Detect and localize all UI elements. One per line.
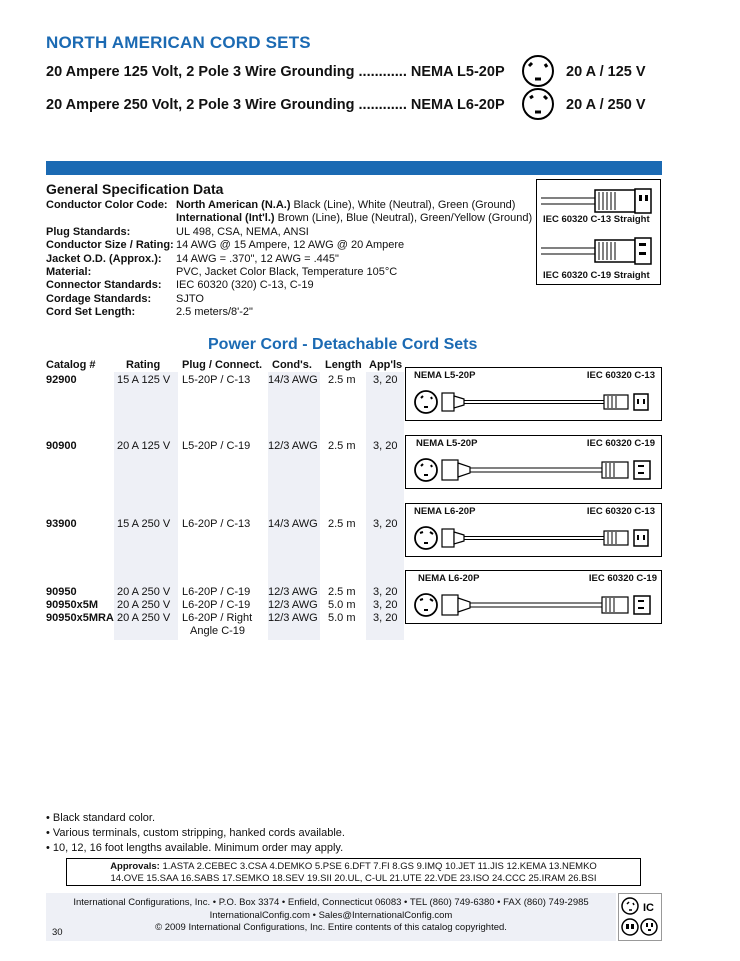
section-divider-bar	[46, 161, 662, 175]
cord-drawing-icon	[406, 585, 660, 623]
cord-connector-label: IEC 60320 C-13	[586, 506, 655, 517]
spec-key: Material:	[46, 266, 92, 278]
spec-value: UL 498, CSA, NEMA, ANSI	[176, 226, 309, 238]
catalog-number: 90950x5MRA	[46, 612, 114, 624]
appls-cell: 3, 20	[373, 599, 398, 611]
catalog-number: 90950x5M	[46, 599, 98, 611]
footer-web: InternationalConfig.com • Sales@InternationalConfig.com	[209, 909, 453, 921]
nema-l6-20p-plug-face-icon	[520, 86, 556, 122]
length-cell: 5.0 m	[328, 612, 356, 624]
note-item: • 10, 12, 16 foot lengths available. Minimum order may apply.	[46, 842, 344, 854]
rating-cell: 20 A 250 V	[117, 599, 171, 611]
cord-drawing-icon	[406, 450, 660, 488]
spec-key: Connector Standards:	[46, 279, 162, 291]
iec-c13-label: IEC 60320 C-13 Straight	[543, 214, 650, 225]
cond-cell: 12/3 AWG	[268, 440, 318, 452]
approvals-line-2: 14.OVE 15.SAA 16.SABS 17.SEMKO 18.SEV 19.SII 20.UL, C-UL 21.UTE 22.VDE 23.ISO 24.CCC 25.IRAM 26.BSI	[110, 873, 597, 884]
rating-line-l5: 20 Ampere 125 Volt, 2 Pole 3 Wire Grounding ............ NEMA L5-20P	[46, 64, 505, 80]
approvals-line-1: Approvals: 1.ASTA 2.CEBEC 3.CSA 4.DEMKO 5.PSE 6.DFT 7.FI 8.GS 9.IMQ 10.JET 11.JIS 12.KEMA 13.NEMKO	[110, 861, 597, 872]
appls-cell: 3, 20	[373, 440, 398, 452]
length-cell: 2.5 m	[328, 440, 356, 452]
cond-cell: 12/3 AWG	[268, 612, 318, 624]
col-header-plug: Plug / Connect.	[182, 359, 263, 371]
page-title: NORTH AMERICAN CORD SETS	[46, 33, 311, 52]
cord-figure-l6-c13	[405, 503, 662, 557]
plug-cell: L6-20P / C-19	[182, 599, 251, 611]
approvals-label: Approvals:	[110, 861, 160, 872]
iec-connector-figure	[536, 179, 661, 285]
appls-cell: 3, 20	[373, 612, 398, 624]
cord-drawing-icon	[406, 518, 660, 556]
footer-address: International Configurations, Inc. • P.O. Box 3374 • Enfield, Connecticut 06083 • TEL (860) 749-6380 • FAX (860) 749-2985	[73, 897, 589, 908]
spec-value: PVC, Jacket Color Black, Temperature 105°C	[176, 266, 398, 278]
cond-cell: 12/3 AWG	[268, 599, 318, 611]
catalog-number: 90950	[46, 586, 77, 598]
spec-key: Plug Standards:	[46, 226, 131, 238]
rating-cell: 15 A 125 V	[117, 374, 171, 386]
iec-connector-drawing-icon	[537, 180, 659, 283]
notes-list	[46, 811, 345, 856]
cord-connector-label: IEC 60320 C-19	[586, 438, 655, 449]
spec-key: Cordage Standards:	[46, 293, 152, 305]
plug-cell: L6-20P / Right	[182, 612, 253, 624]
spec-key: Cord Set Length:	[46, 306, 136, 318]
appls-cell: 3, 20	[373, 518, 398, 530]
appls-cell: 3, 20	[373, 374, 398, 386]
spec-value: IEC 60320 (320) C-13, C-19	[176, 279, 314, 291]
cond-cell: 14/3 AWG	[268, 518, 318, 530]
cond-cell: 14/3 AWG	[268, 374, 318, 386]
col-header-appls: App'ls	[369, 359, 403, 371]
ic-logo-icon	[619, 894, 661, 940]
length-cell: 5.0 m	[328, 599, 356, 611]
spec-value: North American (N.A.) Black (Line), White (Neutral), Green (Ground)	[176, 199, 516, 211]
plug-cell: L6-20P / C-19	[182, 586, 251, 598]
spec-value: 14 AWG = .370", 12 AWG = .445"	[176, 253, 339, 265]
catalog-number: 90900	[46, 440, 77, 452]
footer-copyright: © 2009 International Configurations, Inc. Entire contents of this catalog copyrighted.	[155, 922, 507, 933]
iec-c19-label: IEC 60320 C-19 Straight	[543, 270, 650, 281]
nema-l5-20p-plug-face-icon	[520, 53, 556, 89]
plug-cell: L5-20P / C-13	[182, 374, 251, 386]
spec-value: 2.5 meters/8'-2"	[176, 306, 253, 318]
spec-value: International (Int'l.) Brown (Line), Blue (Neutral), Green/Yellow (Ground)	[176, 212, 533, 224]
cord-plug-label: NEMA L6-20P	[418, 573, 480, 584]
page-number: 30	[52, 927, 63, 938]
spec-key: Conductor Color Code:	[46, 199, 168, 211]
spec-key: Conductor Size / Rating:	[46, 239, 174, 251]
rating-cell: 20 A 250 V	[117, 612, 171, 624]
rating-line-l6: 20 Ampere 250 Volt, 2 Pole 3 Wire Grounding ............ NEMA L6-20P	[46, 97, 505, 113]
col-header-rating: Rating	[126, 359, 161, 371]
rating-cell: 15 A 250 V	[117, 518, 171, 530]
note-item: • Various terminals, custom stripping, hanked cords available.	[46, 827, 345, 839]
col-header-length: Length	[325, 359, 362, 371]
footer	[46, 893, 616, 941]
cord-figure-l5-c13	[405, 367, 662, 421]
rating-cell: 20 A 125 V	[117, 440, 171, 452]
appls-cell: 3, 20	[373, 586, 398, 598]
spec-value: SJTO	[176, 293, 204, 305]
cord-plug-label: NEMA L5-20P	[414, 370, 476, 381]
spec-value: 14 AWG @ 15 Ampere, 12 AWG @ 20 Ampere	[176, 239, 405, 251]
length-cell: 2.5 m	[328, 586, 356, 598]
rating-cell: 20 A 250 V	[117, 586, 171, 598]
col-header-cond: Cond's.	[272, 359, 312, 371]
cord-connector-label: IEC 60320 C-13	[586, 370, 655, 381]
length-cell: 2.5 m	[328, 518, 356, 530]
cord-table-title: Power Cord - Detachable Cord Sets	[208, 336, 478, 353]
cord-figure-l5-c19	[405, 435, 662, 489]
cord-plug-label: NEMA L6-20P	[414, 506, 476, 517]
col-header-catalog: Catalog #	[46, 359, 96, 371]
plug-cell: L6-20P / C-13	[182, 518, 251, 530]
catalog-number: 93900	[46, 518, 77, 530]
rating-value-l5: 20 A / 125 V	[566, 64, 646, 80]
note-item: • Black standard color.	[46, 812, 156, 824]
logo-text: IC	[643, 902, 654, 914]
cord-connector-label: IEC 60320 C-19	[588, 573, 657, 584]
plug-cell: L5-20P / C-19	[182, 440, 251, 452]
company-logo	[618, 893, 662, 941]
spec-section-title: General Specification Data	[46, 181, 224, 197]
cord-plug-label: NEMA L5-20P	[416, 438, 478, 449]
catalog-number: 92900	[46, 374, 77, 386]
rating-value-l6: 20 A / 250 V	[566, 97, 646, 113]
cord-figure-l6-c19	[405, 570, 662, 624]
approvals-box	[66, 858, 641, 886]
length-cell: 2.5 m	[328, 374, 356, 386]
spec-key: Jacket O.D. (Approx.):	[46, 253, 162, 265]
plug-cell-continued: Angle C-19	[190, 625, 246, 637]
cord-drawing-icon	[406, 382, 660, 420]
cond-cell: 12/3 AWG	[268, 586, 318, 598]
